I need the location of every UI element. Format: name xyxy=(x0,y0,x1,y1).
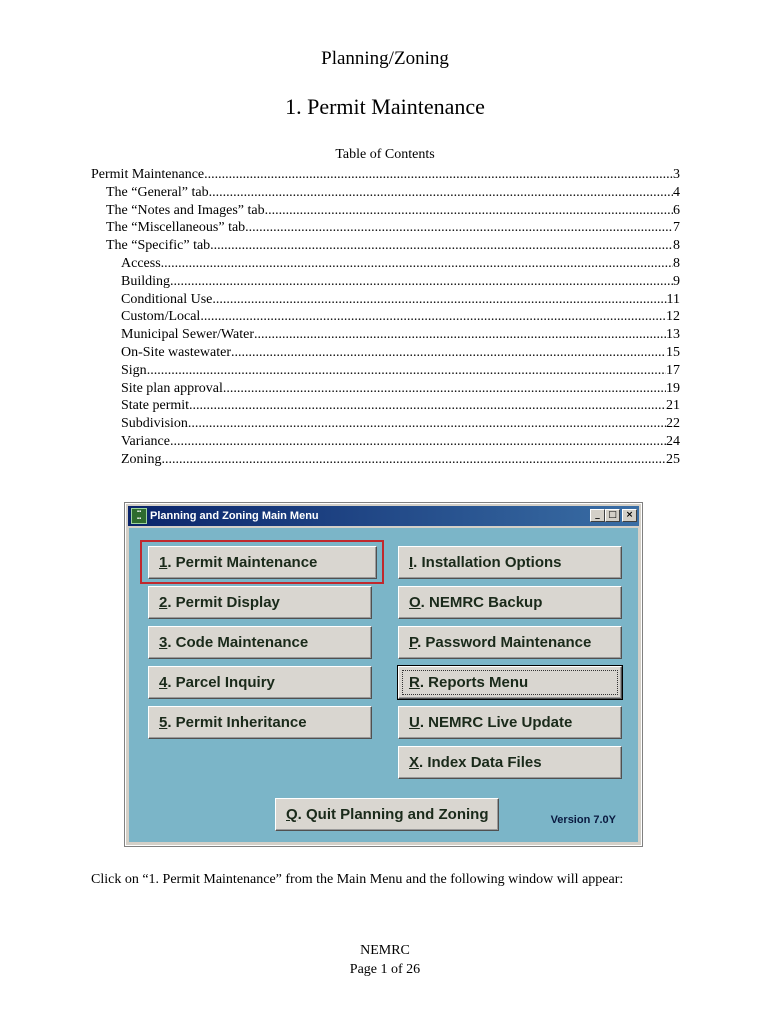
toc-leader-dots xyxy=(210,237,673,255)
table-of-contents xyxy=(91,166,680,469)
toc-entry-page: 8 xyxy=(673,238,680,254)
page-footer xyxy=(0,941,770,979)
toc-leader-dots xyxy=(204,166,673,184)
toc-entry[interactable] xyxy=(91,326,680,344)
close-button[interactable]: × xyxy=(622,509,637,522)
toc-entry-label: The “Miscellaneous” tab xyxy=(106,220,246,236)
toc-entry-page: 4 xyxy=(673,184,680,200)
toc-entry-label: Sign xyxy=(121,362,147,378)
footer-company: NEMRC xyxy=(360,943,410,958)
code-maintenance-button[interactable]: 3. Code Maintenance xyxy=(148,626,372,659)
toc-entry-page: 19 xyxy=(666,380,680,396)
toc-leader-dots xyxy=(245,219,673,237)
toc-entry[interactable] xyxy=(91,433,680,451)
toc-entry[interactable] xyxy=(91,202,680,220)
toc-entry-page: 11 xyxy=(666,291,680,307)
footer-page-number: Page 1 of 26 xyxy=(349,962,421,977)
toc-entry-label: Permit Maintenance xyxy=(91,167,205,182)
toc-leader-dots xyxy=(254,326,666,344)
version-label: Version 7.0Y xyxy=(550,814,616,826)
caption-text: Click on “1. Permit Maintenance” from the Main Menu and the following window will appear: xyxy=(91,872,624,887)
toc-entry-page: 21 xyxy=(666,398,680,414)
toc-entry-label: Building xyxy=(121,273,171,289)
toc-entry-label: State permit xyxy=(121,398,190,414)
toc-entry-label: Subdivision xyxy=(121,416,188,432)
toc-entry-label: Custom/Local xyxy=(121,309,201,325)
toc-entry-page: 7 xyxy=(673,220,680,236)
toc-entry-label: On-Site wastewater xyxy=(121,344,232,360)
toc-entry[interactable] xyxy=(91,219,680,237)
toc-entry-page: 24 xyxy=(666,433,680,449)
permit-display-button[interactable]: 2. Permit Display xyxy=(148,586,372,619)
toc-entry-label: Access xyxy=(121,255,161,271)
nemrc-backup-button[interactable]: O. NEMRC Backup xyxy=(398,586,622,619)
nemrc-live-update-button[interactable]: U. NEMRC Live Update xyxy=(398,706,622,739)
permit-inheritance-button[interactable]: 5. Permit Inheritance xyxy=(148,706,372,739)
toc-leader-dots xyxy=(265,202,673,220)
toc-leader-dots xyxy=(170,433,666,451)
index-data-files-button[interactable]: X. Index Data Files xyxy=(398,746,622,779)
permit-maintenance-button[interactable]: 1. Permit Maintenance xyxy=(148,546,377,579)
toc-entry[interactable] xyxy=(91,362,680,380)
toc-leader-dots xyxy=(223,380,666,398)
toc-entry-label: The “General” tab xyxy=(106,184,209,200)
toc-entry-page: 8 xyxy=(673,255,680,271)
toc-leader-dots xyxy=(147,362,666,380)
toc-entry[interactable] xyxy=(91,237,680,255)
toc-entry[interactable] xyxy=(91,415,680,433)
toc-entry-label: Variance xyxy=(121,433,170,449)
toc-entry-label: Zoning xyxy=(121,451,162,467)
toc-entry-page: 22 xyxy=(666,416,680,432)
toc-entry-page: 17 xyxy=(666,362,680,378)
toc-heading: Table of Contents xyxy=(335,147,435,162)
toc-entry-page: 12 xyxy=(666,309,680,325)
toc-leader-dots xyxy=(212,291,666,309)
document-title: 1. Permit Maintenance xyxy=(285,94,485,119)
toc-entry-page: 25 xyxy=(666,451,680,467)
window-controls xyxy=(590,509,637,522)
installation-options-button[interactable]: I. Installation Options xyxy=(398,546,622,579)
toc-entry[interactable] xyxy=(91,397,680,415)
toc-entry-page: 15 xyxy=(666,344,680,360)
toc-entry-label: The “Notes and Images” tab xyxy=(106,202,265,218)
window-title: Planning and Zoning Main Menu xyxy=(150,510,319,522)
toc-leader-dots xyxy=(161,255,673,273)
toc-leader-dots xyxy=(200,308,666,326)
toc-leader-dots xyxy=(189,397,666,415)
toc-leader-dots xyxy=(188,415,666,433)
toc-entry-label: Municipal Sewer/Water xyxy=(121,327,254,343)
maximize-button[interactable]: □ xyxy=(605,509,620,522)
main-menu-window xyxy=(125,503,642,846)
toc-entry-label: Conditional Use xyxy=(121,291,213,307)
window-titlebar[interactable] xyxy=(128,506,639,526)
toc-leader-dots xyxy=(170,273,673,291)
toc-entry-label: The “Specific” tab xyxy=(106,238,211,254)
menu-panel xyxy=(129,528,638,842)
toc-entry[interactable] xyxy=(91,344,680,362)
document-header: Planning/Zoning xyxy=(321,48,449,69)
toc-leader-dots xyxy=(231,344,666,362)
toc-entry[interactable] xyxy=(91,308,680,326)
parcel-inquiry-button[interactable]: 4. Parcel Inquiry xyxy=(148,666,372,699)
toc-entry[interactable] xyxy=(91,166,680,184)
toc-entry-page: 6 xyxy=(673,202,680,218)
toc-leader-dots xyxy=(161,451,666,469)
toc-entry[interactable] xyxy=(91,273,680,291)
toc-entry[interactable] xyxy=(91,255,680,273)
reports-menu-button[interactable]: R. Reports Menu xyxy=(398,666,622,699)
toc-entry-page: 9 xyxy=(673,273,680,289)
toc-entry[interactable] xyxy=(91,184,680,202)
toc-leader-dots xyxy=(209,184,673,202)
quit-button[interactable]: Q. Quit Planning and Zoning xyxy=(275,798,499,831)
toc-entry-page: 3 xyxy=(673,167,680,182)
password-maintenance-button[interactable]: P. Password Maintenance xyxy=(398,626,622,659)
toc-entry[interactable] xyxy=(91,380,680,398)
toc-entry[interactable] xyxy=(91,451,680,469)
toc-entry-page: 13 xyxy=(666,327,680,343)
toc-entry[interactable] xyxy=(91,291,680,309)
minimize-button[interactable]: _ xyxy=(590,509,605,522)
app-icon: ▪▪ ▪▪ xyxy=(131,508,147,524)
toc-entry-label: Site plan approval xyxy=(121,380,223,396)
